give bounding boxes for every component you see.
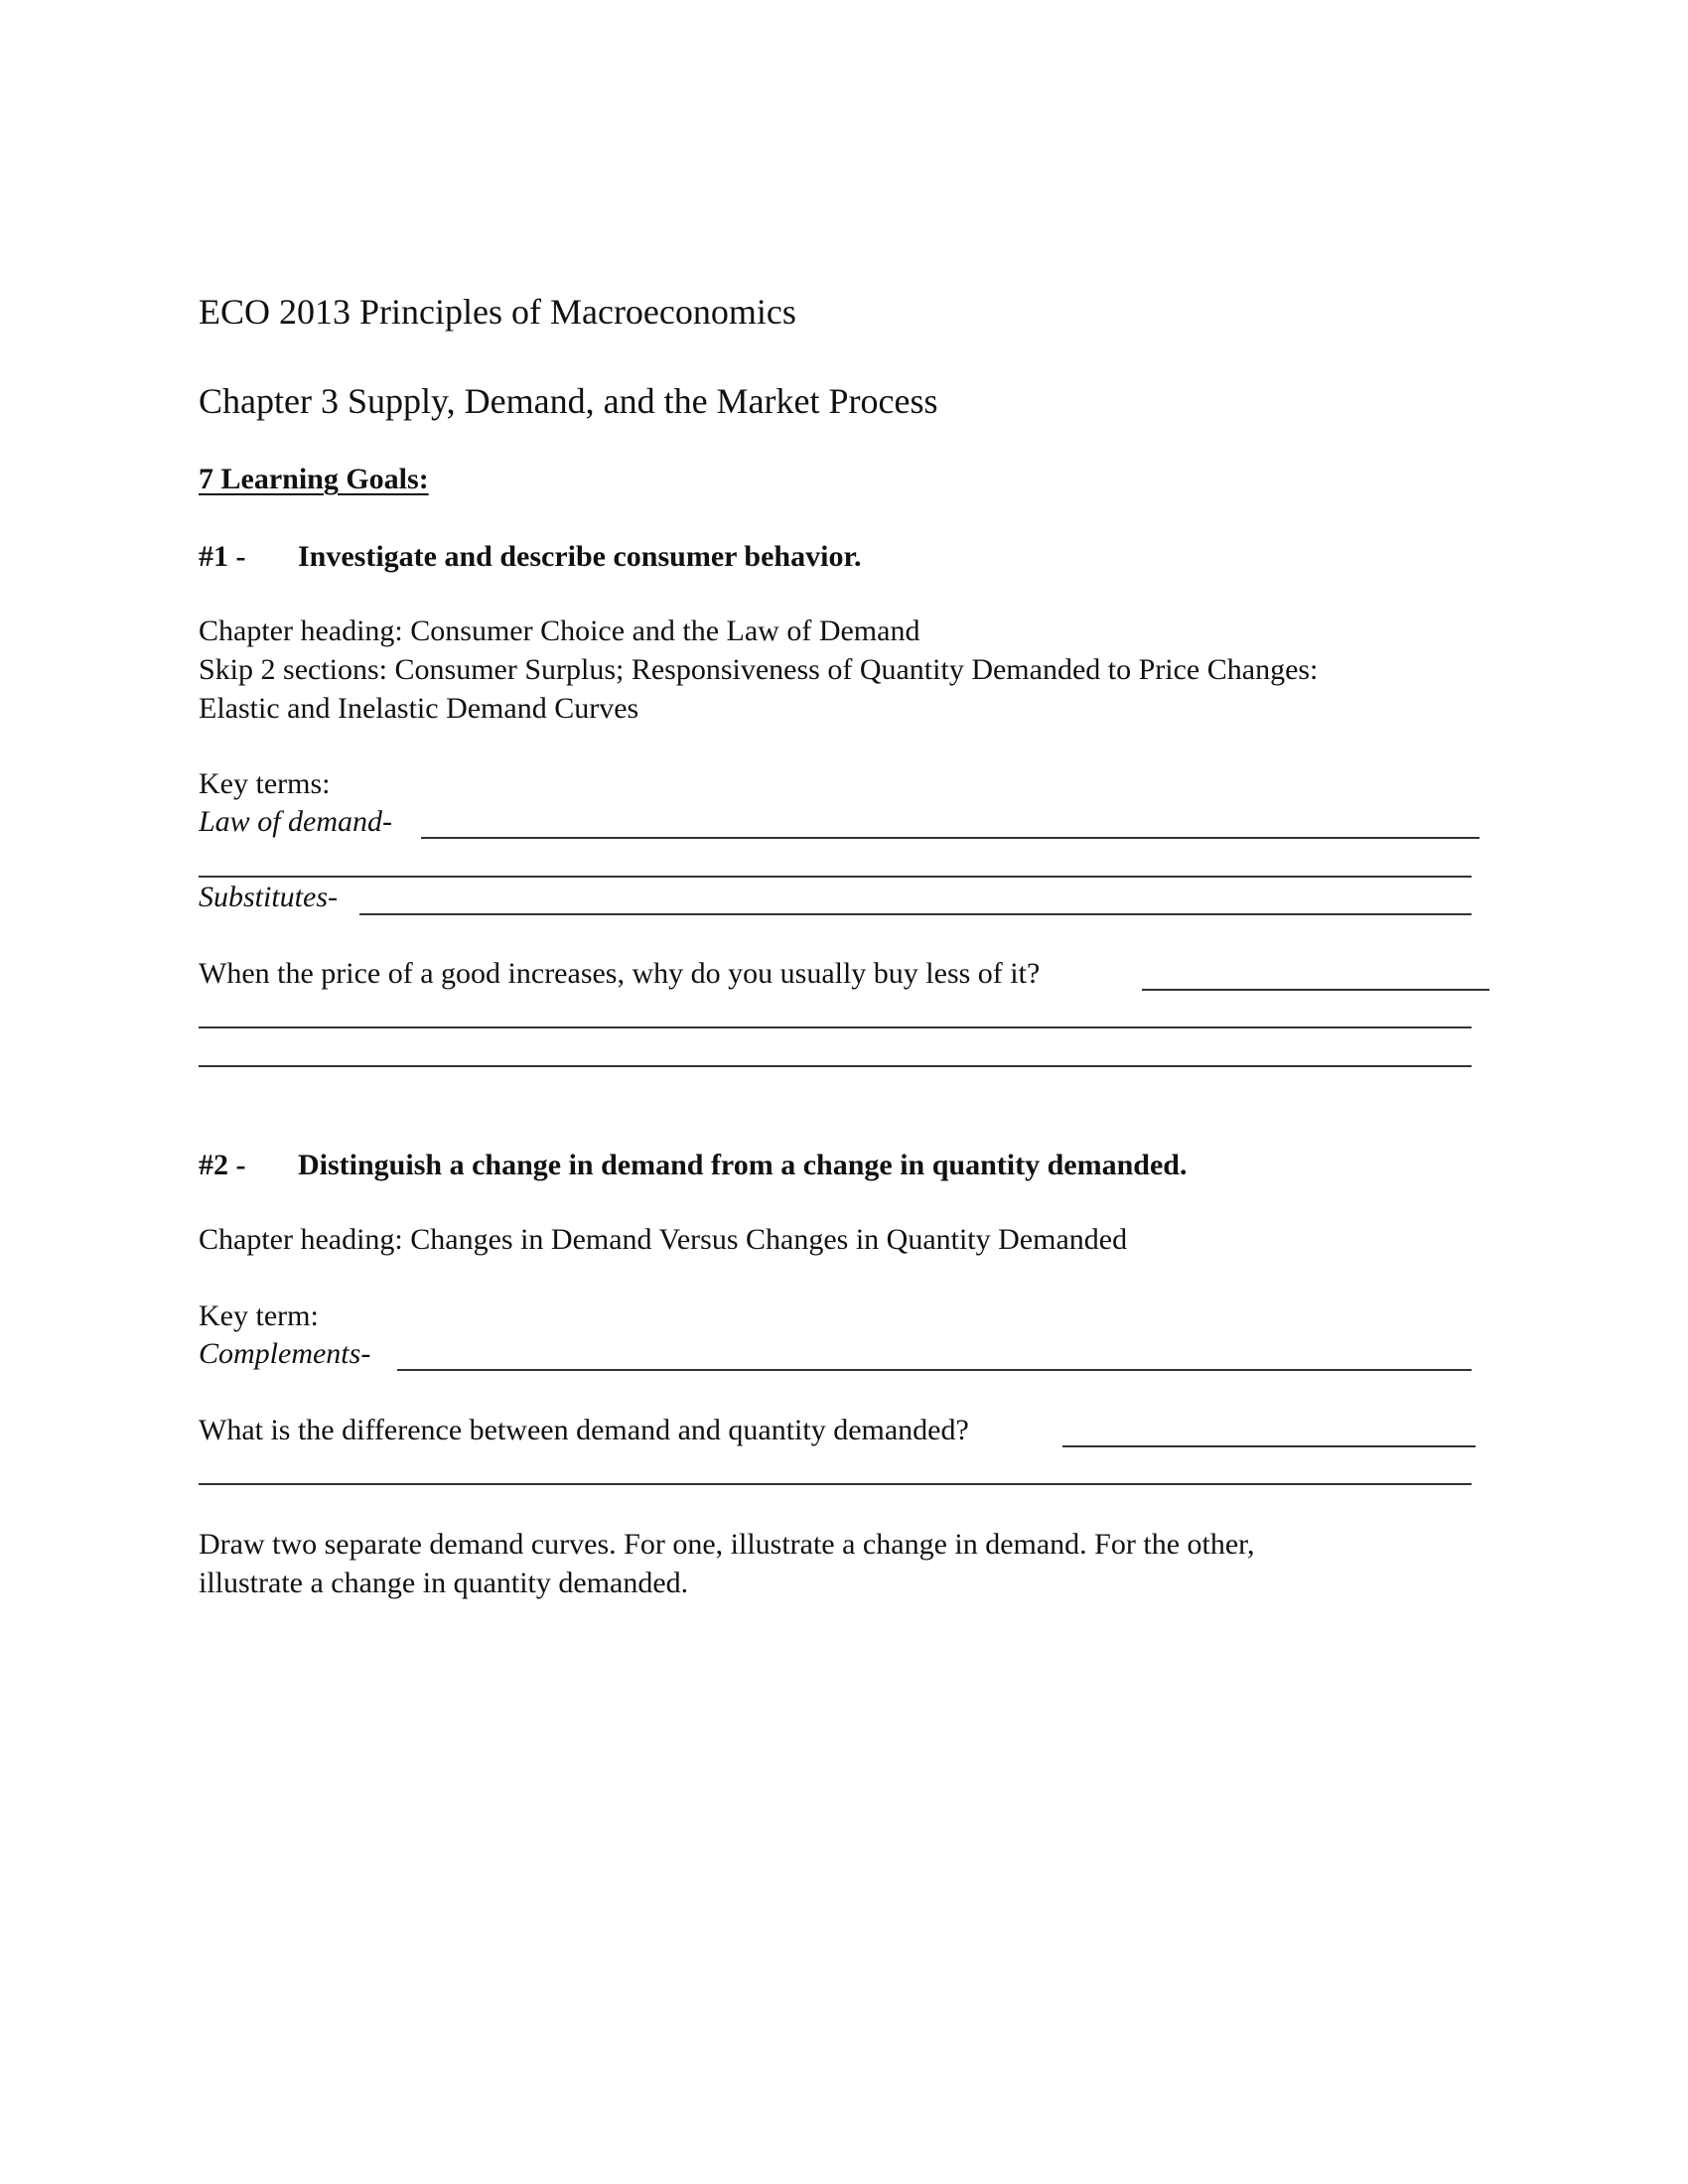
term-law-of-demand: Law of demand- — [199, 805, 392, 838]
goal-1-key-terms-label: Key terms: — [199, 767, 331, 800]
goal-2-question: What is the difference between demand and quantity demanded? — [199, 1414, 969, 1446]
goal-1-number: #1 - — [199, 540, 246, 573]
term-substitutes: Substitutes- — [199, 881, 338, 913]
chapter-title: Chapter 3 Supply, Demand, and the Market Process — [199, 381, 938, 421]
law-of-demand-answer-line-2[interactable] — [199, 876, 1472, 878]
course-title: ECO 2013 Principles of Macroeconomics — [199, 292, 796, 332]
goal-2-chapter-heading: Chapter heading: Changes in Demand Versus Changes in Quantity Demanded — [199, 1223, 1128, 1256]
term-complements: Complements- — [199, 1337, 371, 1370]
goal-1-question-answer-line-2[interactable] — [199, 1026, 1472, 1028]
goal-2-title: Distinguish a change in demand from a change in quantity demanded. — [298, 1149, 1188, 1181]
goal-2-draw-instruction-line-2: illustrate a change in quantity demanded. — [199, 1567, 689, 1599]
law-of-demand-answer-line[interactable] — [421, 837, 1479, 839]
goal-2-number: #2 - — [199, 1149, 246, 1181]
goal-2-draw-instruction-line-1: Draw two separate demand curves. For one, illustrate a change in demand. For the other, — [199, 1528, 1255, 1561]
goal-1-question-answer-line-3[interactable] — [199, 1065, 1472, 1067]
goal-1-chapter-heading: Chapter heading: Consumer Choice and the Law of Demand — [199, 614, 920, 647]
goal-1-question: When the price of a good increases, why do you usually buy less of it? — [199, 957, 1041, 990]
substitutes-answer-line[interactable] — [359, 913, 1472, 915]
goal-1-question-answer-line[interactable] — [1142, 989, 1489, 991]
goal-1-skip-line-2: Elastic and Inelastic Demand Curves — [199, 692, 639, 725]
goal-2-heading — [199, 1151, 1187, 1180]
goal-1-skip-line-1: Skip 2 sections: Consumer Surplus; Responsiveness of Quantity Demanded to Price Changes: — [199, 653, 1319, 686]
goal-1-title: Investigate and describe consumer behavior. — [298, 540, 862, 573]
goal-2-question-answer-line[interactable] — [1062, 1445, 1476, 1447]
goal-1-heading — [199, 542, 862, 572]
goal-2-question-answer-line-2[interactable] — [199, 1483, 1472, 1485]
learning-goals-heading: 7 Learning Goals: — [199, 463, 429, 495]
goal-2-key-term-label: Key term: — [199, 1299, 319, 1332]
complements-answer-line[interactable] — [397, 1369, 1472, 1371]
